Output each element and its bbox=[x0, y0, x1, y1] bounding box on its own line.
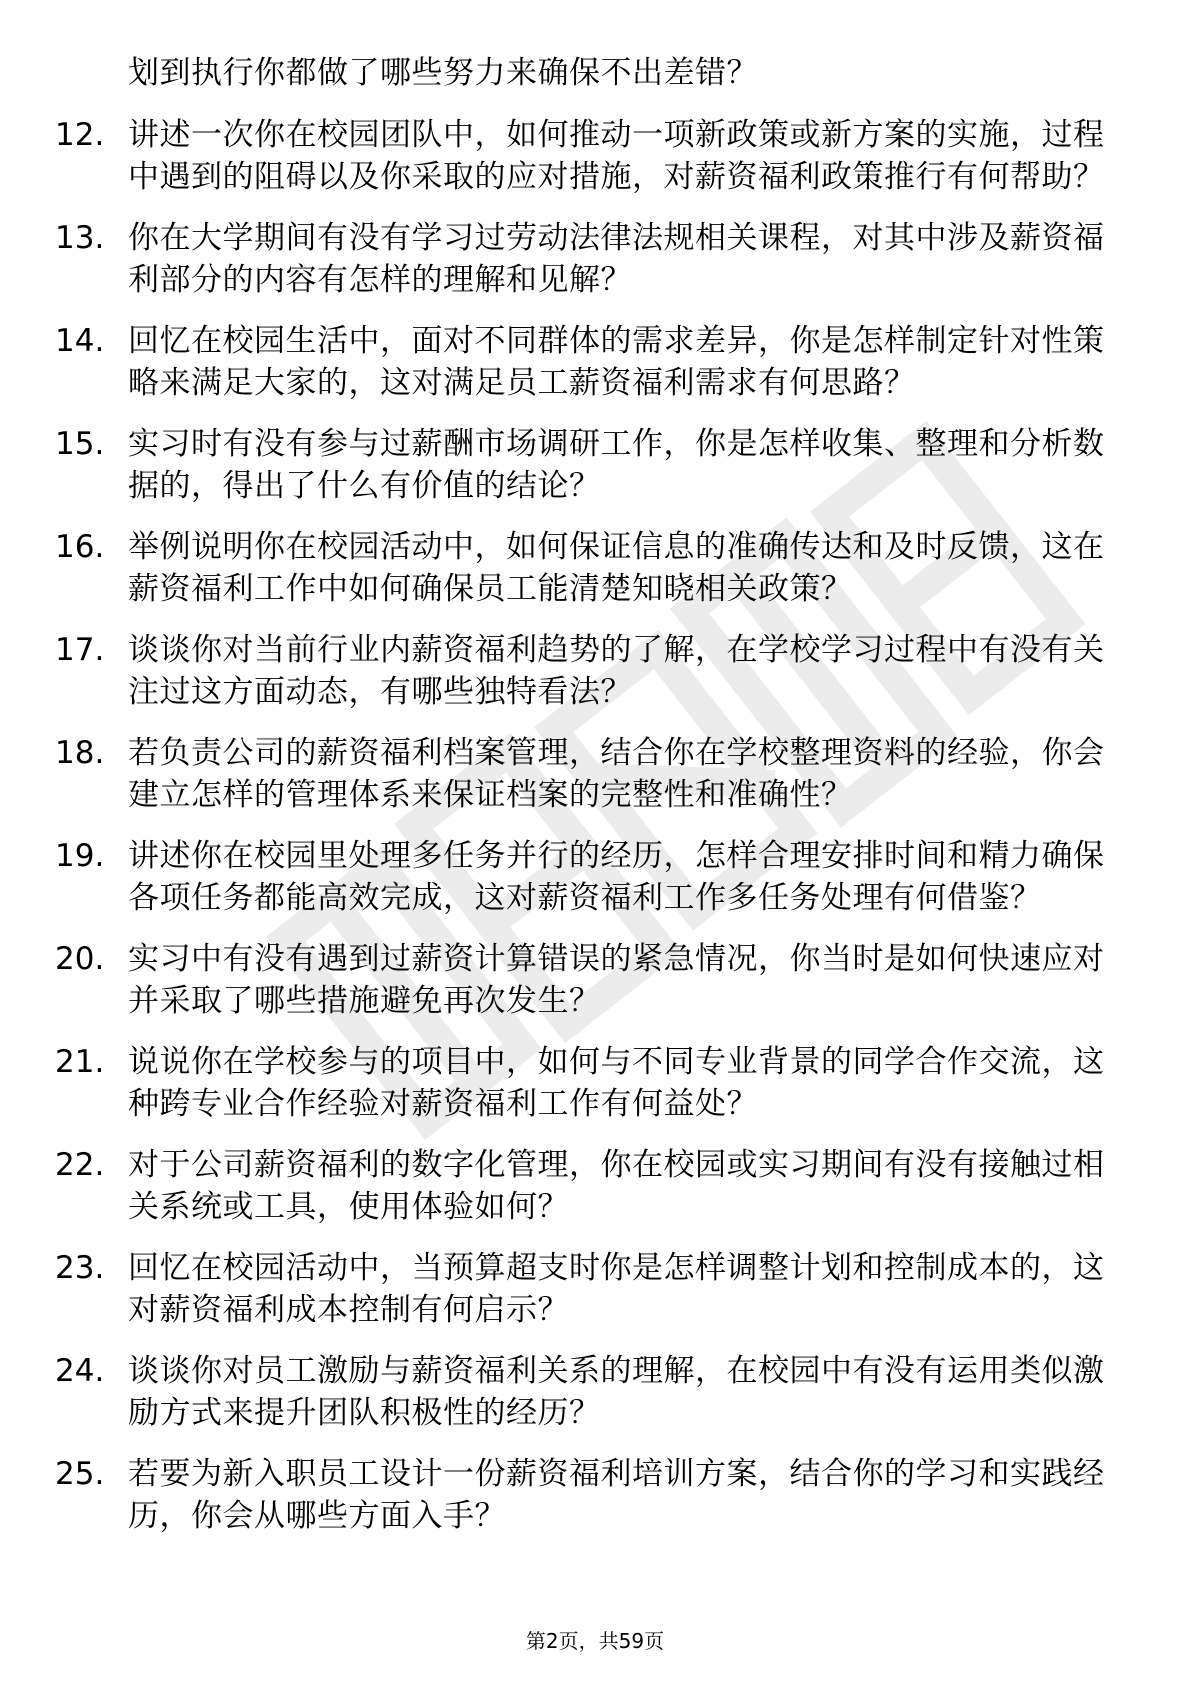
question-item bbox=[0, 629, 1190, 713]
question-number: 19. bbox=[55, 838, 105, 874]
question-text: 若要为新入职员工设计一份薪资福利培训方案，结合你的学习和实践经历，你会从哪些方面入手？ bbox=[128, 1456, 1105, 1534]
question-item bbox=[0, 1247, 1190, 1331]
question-number: 12. bbox=[55, 117, 105, 153]
question-text: 讲述一次你在校园团队中，如何推动一项新政策或新方案的实施，过程中遇到的阻碍以及你采取的应对措施，对薪资福利政策推行有何帮助？ bbox=[128, 117, 1105, 195]
question-item bbox=[0, 938, 1190, 1022]
question-item bbox=[0, 320, 1190, 404]
question-item bbox=[0, 1041, 1190, 1125]
question-number: 13. bbox=[55, 220, 105, 256]
question-item bbox=[0, 423, 1190, 507]
question-number: 16. bbox=[55, 529, 105, 565]
question-item bbox=[0, 526, 1190, 610]
question-text: 你在大学期间有没有学习过劳动法律法规相关课程，对其中涉及薪资福利部分的内容有怎样的理解和见解？ bbox=[128, 220, 1105, 298]
question-item bbox=[0, 217, 1190, 301]
question-text: 谈谈你对员工激励与薪资福利关系的理解，在校园中有没有运用类似激励方式来提升团队积极性的经历？ bbox=[128, 1353, 1105, 1431]
question-item bbox=[0, 1453, 1190, 1537]
question-number: 24. bbox=[55, 1353, 105, 1389]
question-number: 22. bbox=[55, 1147, 105, 1183]
question-text: 回忆在校园生活中，面对不同群体的需求差异，你是怎样制定针对性策略来满足大家的，这对满足员工薪资福利需求有何思路？ bbox=[128, 323, 1105, 401]
question-text: 若负责公司的薪资福利档案管理，结合你在学校整理资料的经验，你会建立怎样的管理体系来保证档案的完整性和准确性？ bbox=[128, 735, 1105, 813]
question-text: 讲述你在校园里处理多任务并行的经历，怎样合理安排时间和精力确保各项任务都能高效完成，这对薪资福利工作多任务处理有何借鉴？ bbox=[128, 838, 1105, 916]
question-text: 实习中有没有遇到过薪资计算错误的紧急情况，你当时是如何快速应对并采取了哪些措施避免再次发生？ bbox=[128, 941, 1105, 1019]
question-number: 21. bbox=[55, 1044, 105, 1080]
question-text: 对于公司薪资福利的数字化管理，你在校园或实习期间有没有接触过相关系统或工具，使用体验如何？ bbox=[128, 1147, 1105, 1225]
question-number: 15. bbox=[55, 426, 105, 462]
question-text: 回忆在校园活动中，当预算超支时你是怎样调整计划和控制成本的，这对薪资福利成本控制有何启示？ bbox=[128, 1250, 1105, 1328]
question-text: 说说你在学校参与的项目中，如何与不同专业背景的同学合作交流，这种跨专业合作经验对薪资福利工作有何益处？ bbox=[128, 1044, 1105, 1122]
question-text: 实习时有没有参与过薪酬市场调研工作，你是怎样收集、整理和分析数据的，得出了什么有价值的结论？ bbox=[128, 426, 1105, 504]
page-number-label: 第2页，共59页 bbox=[525, 1629, 665, 1653]
question-number: 14. bbox=[55, 323, 105, 359]
question-number: 23. bbox=[55, 1250, 105, 1286]
question-text: 谈谈你对当前行业内薪资福利趋势的了解，在学校学习过程中有没有关注过这方面动态，有哪些独特看法？ bbox=[128, 632, 1105, 710]
question-number: 25. bbox=[55, 1456, 105, 1492]
question-item bbox=[0, 1144, 1190, 1228]
question-item bbox=[0, 732, 1190, 816]
question-number: 18. bbox=[55, 735, 105, 771]
question-item bbox=[0, 114, 1190, 198]
question-number: 20. bbox=[55, 941, 105, 977]
question-item bbox=[0, 835, 1190, 919]
question-text: 举例说明你在校园活动中，如何保证信息的准确传达和及时反馈，这在薪资福利工作中如何确保员工能清楚知晓相关政策？ bbox=[128, 529, 1105, 607]
page-footer bbox=[0, 1628, 1190, 1654]
continuation-text: 划到执行你都做了哪些努力来确保不出差错？ bbox=[128, 55, 758, 91]
question-number: 17. bbox=[55, 632, 105, 668]
question-list bbox=[0, 114, 1190, 1556]
question-item bbox=[0, 1350, 1190, 1434]
